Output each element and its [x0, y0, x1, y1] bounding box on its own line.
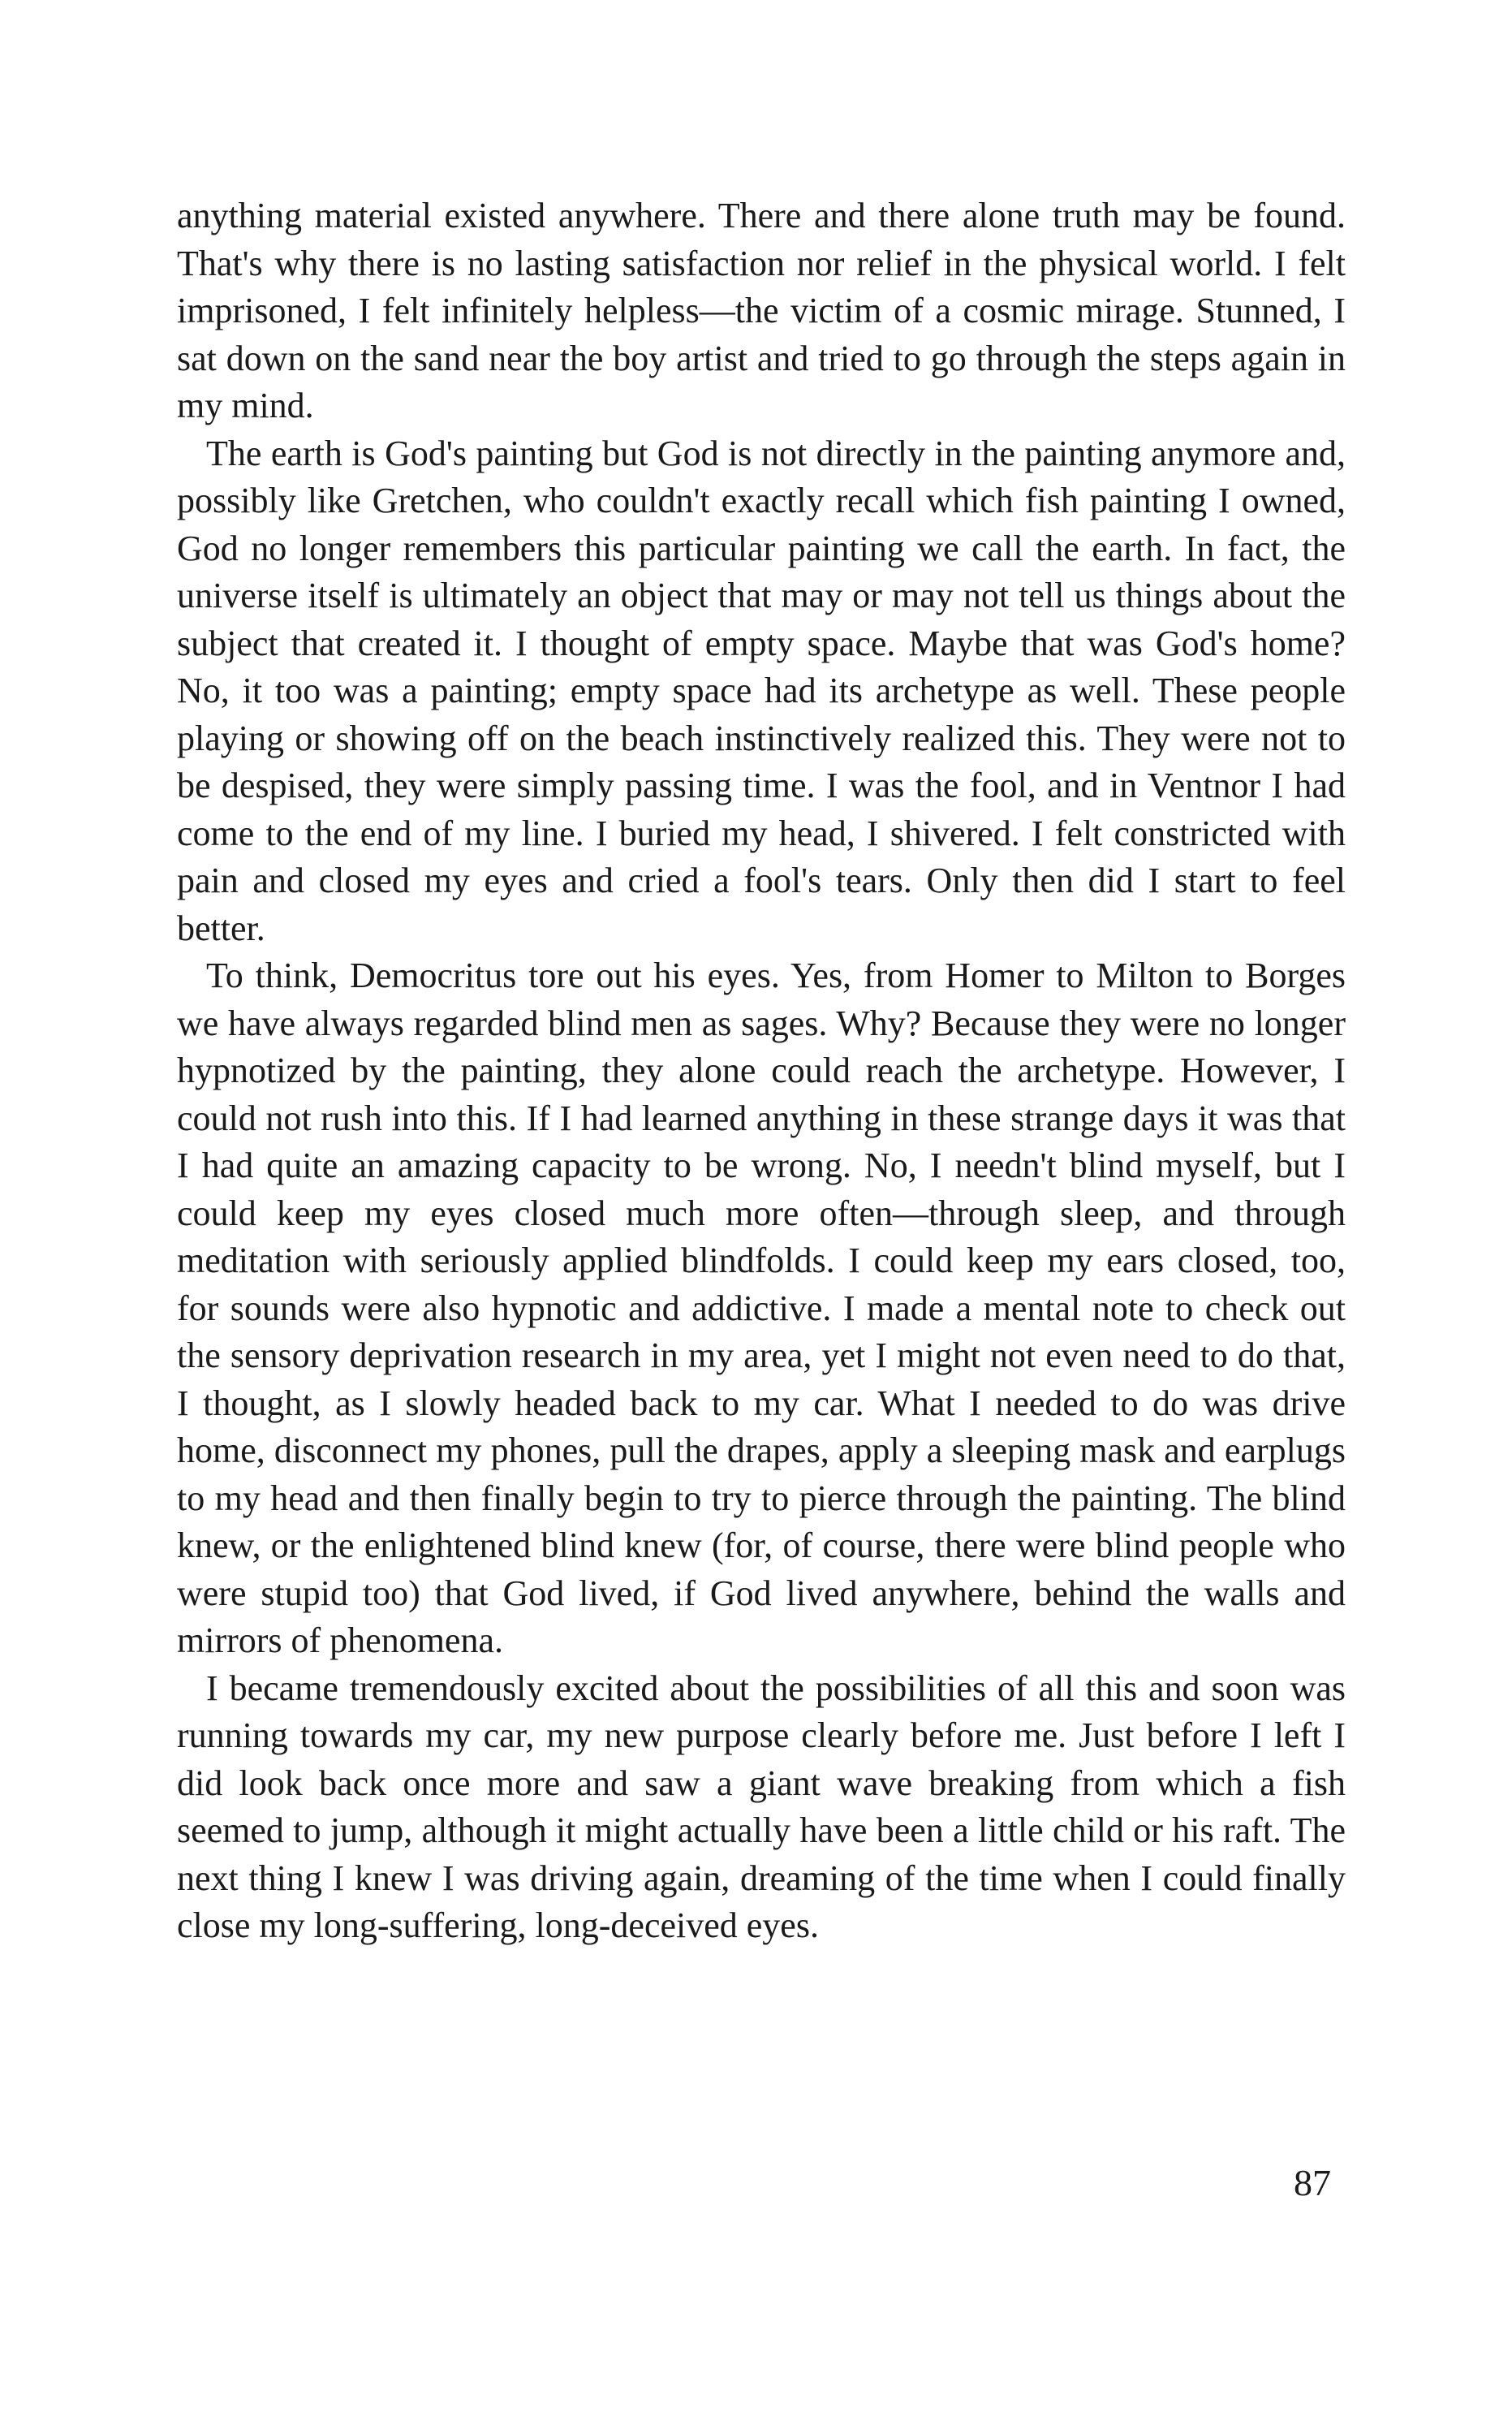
- body-text: [177, 192, 1346, 1950]
- page-number: 87: [1294, 2162, 1331, 2203]
- paragraph-3: To think, Democritus tore out his eyes. Yes, from Homer to Milton to Borges we have always regarded blind men as sages. Why? Because they were no longer hypnotized by the painting, they alone could reach the archetype. However, I could not rush into this. If I had learned anything in these strange days it was that I had quite an amazing capacity to be wrong. No, I needn't blind myself, but I could keep my eyes closed much more often—through sleep, and through meditation with seriously applied blindfolds. I could keep my ears closed, too, for sounds were also hypnotic and addictive. I made a mental note to check out the sensory deprivation research in my area, yet I might not even need to do that, I thought, as I slowly headed back to my car. What I needed to do was drive home, disconnect my phones, pull the drapes, apply a sleeping mask and earplugs to my head and then finally begin to try to pierce through the painting. The blind knew, or the enlightened blind knew (for, of course, there were blind people who were stupid too) that God lived, if God lived anywhere, behind the walls and mirrors of phenomena.: [177, 956, 1346, 1660]
- paragraph-1: anything material existed anywhere. There and there alone truth may be found. That's why there is no lasting satisfaction nor relief in the physical world. I felt imprisoned, I felt infinitely helpless—the victim of a cosmic mirage. Stunned, I sat down on the sand near the boy artist and tried to go through the steps again in my mind.: [177, 196, 1346, 425]
- paragraph-2: The earth is God's painting but God is not directly in the painting anymore and, possibly like Gretchen, who couldn't exactly recall which fish painting I owned, God no longer remembers this particular painting we call the earth. In fact, the universe itself is ultimately an object that may or may not tell us things about the subject that created it. I thought of empty space. Maybe that was God's home? No, it too was a painting; empty space had its archetype as well. These people playing or showing off on the beach instinctively realized this. They were not to be despised, they were simply passing time. I was the fool, and in Ventnor I had come to the end of my line. I buried my head, I shivered. I felt constricted with pain and closed my eyes and cried a fool's tears. Only then did I start to feel better.: [177, 433, 1346, 948]
- paragraph-4: I became tremendously excited about the possibilities of all this and soon was running towards my car, my new purpose clearly before me. Just before I left I did look back once more and saw a giant wave breaking from which a fish seemed to jump, although it might actually have been a little child or his raft. The next thing I knew I was driving again, dreaming of the time when I could finally close my long-suffering, long-deceived eyes.: [177, 1668, 1346, 1945]
